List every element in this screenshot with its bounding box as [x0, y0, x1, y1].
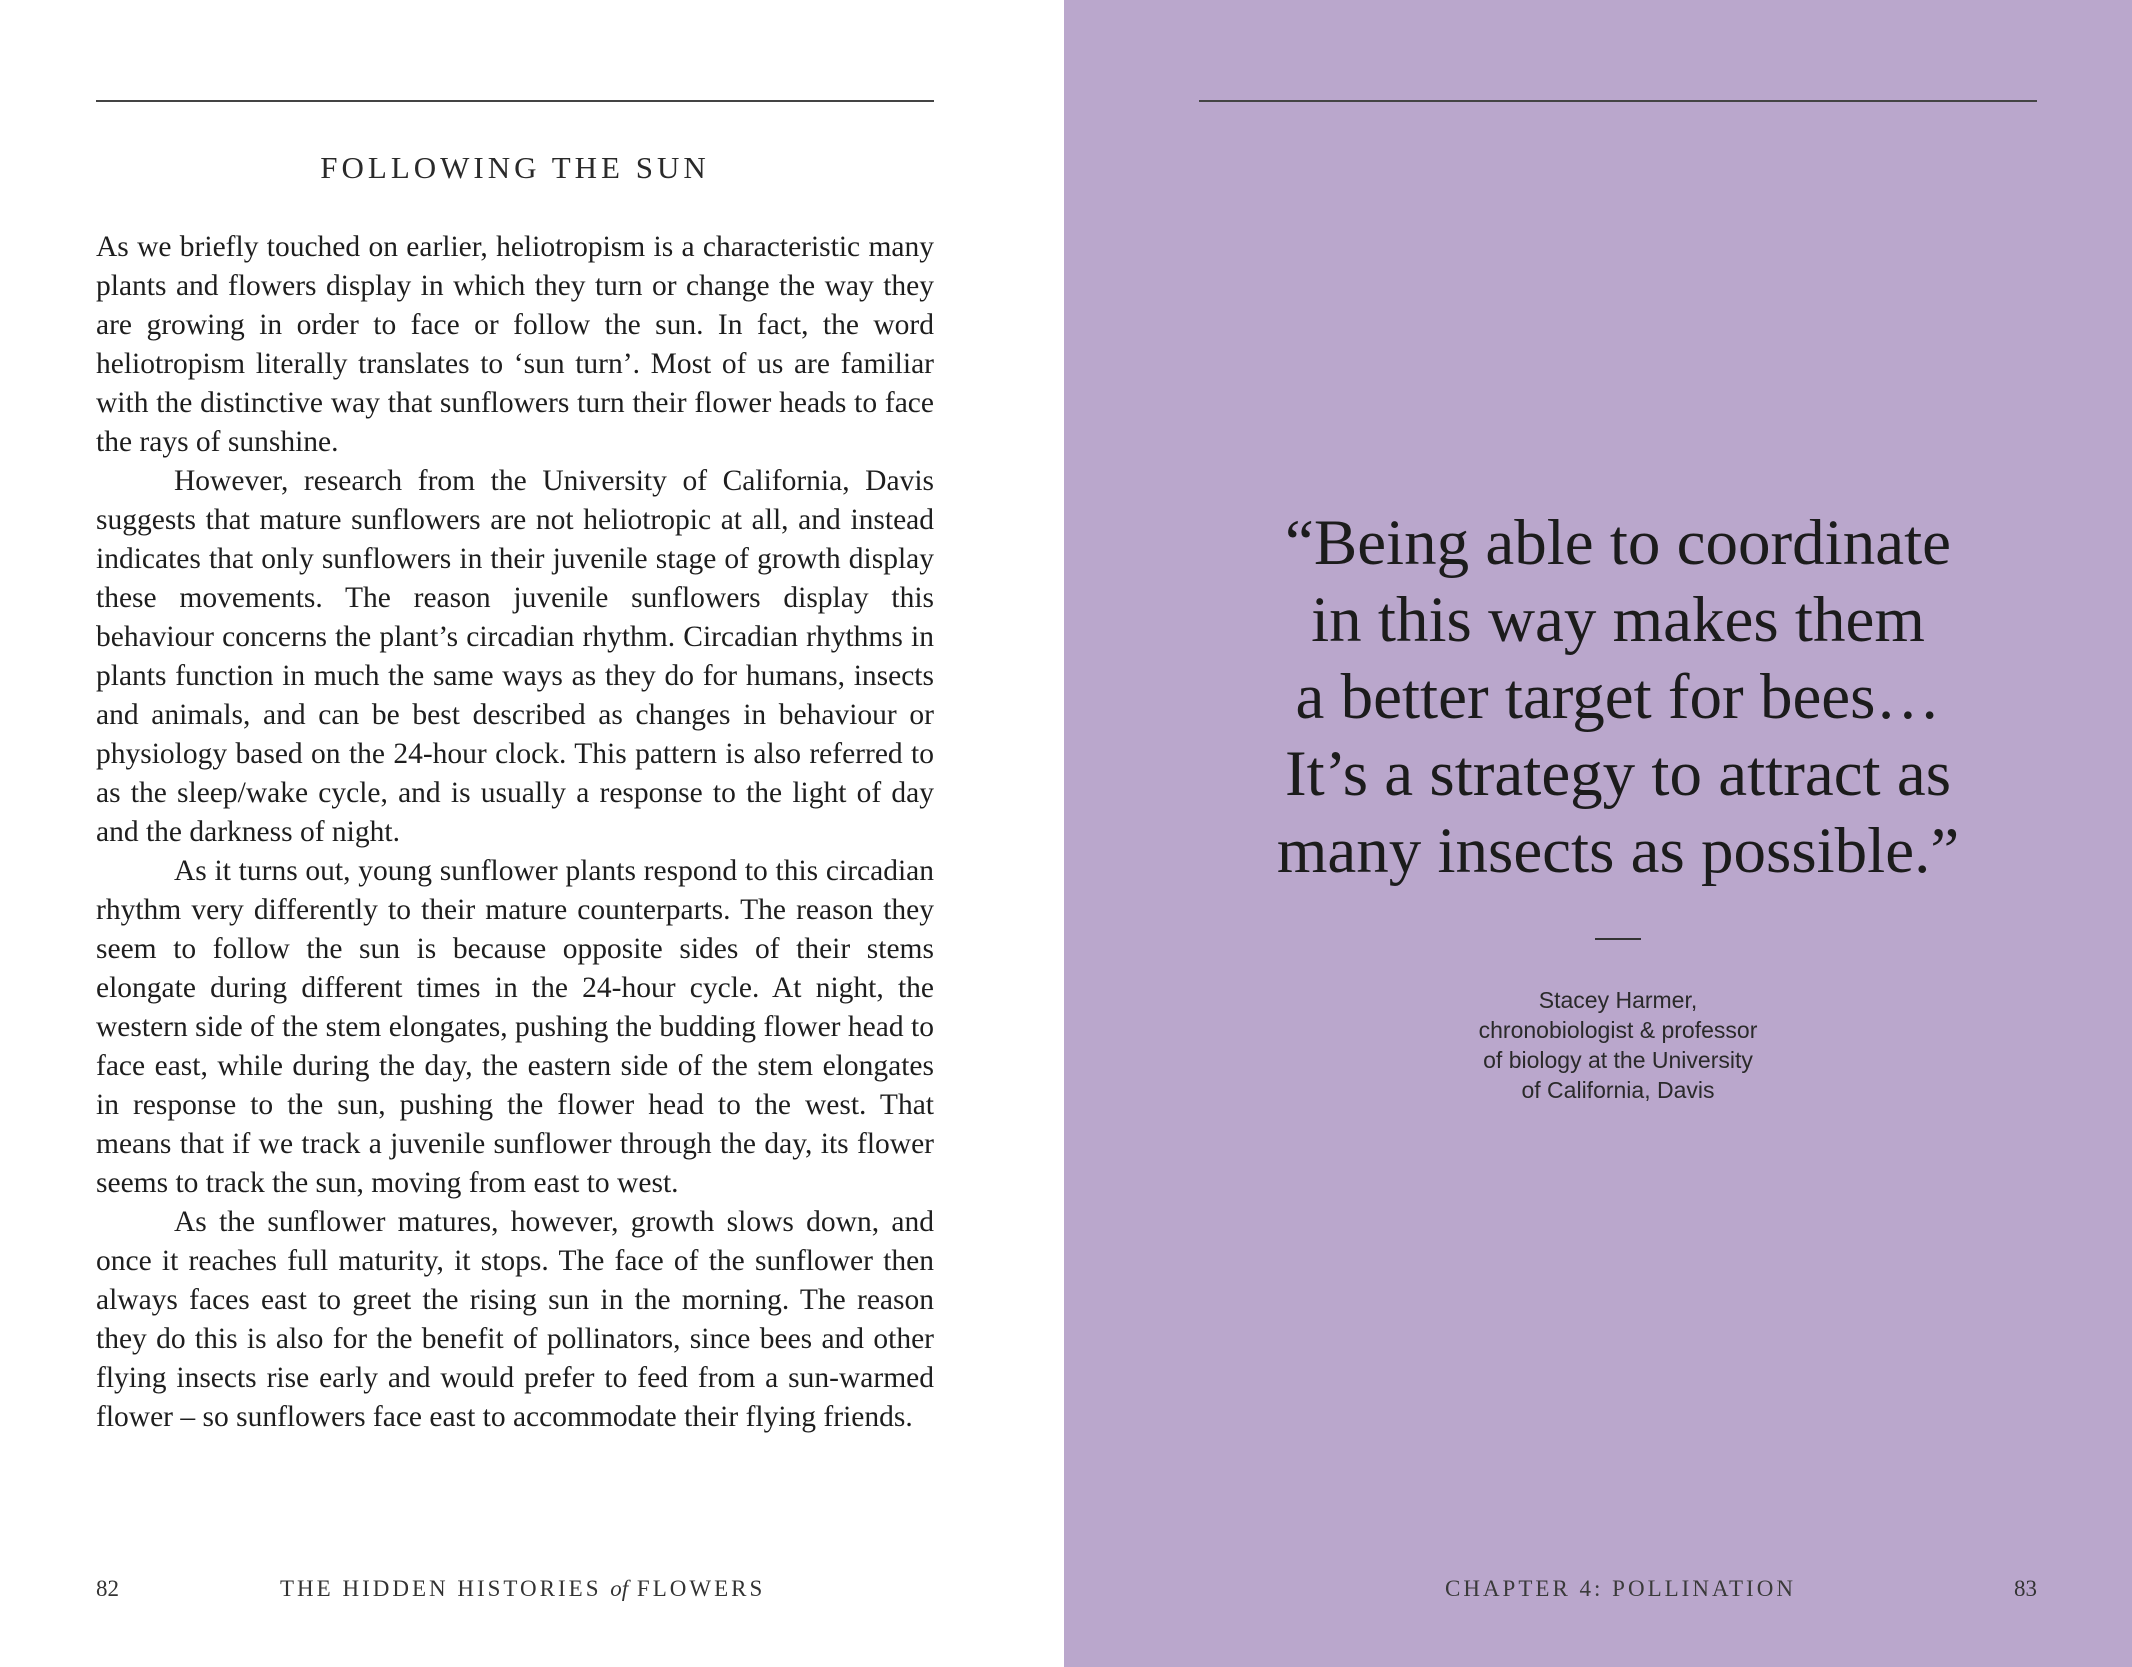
paragraph: As the sunflower matures, however, growth slows down, and once it reaches full maturity, it stops. The face of the sunflower then always faces east to greet the rising sun in the morning. The reason they do this is also for the benefit of pollinators, since bees and other flying insects rise early and would prefer to feed from a sun-warmed flower – so sunflowers face east to accommodate their flying friends.	[96, 1206, 934, 1433]
running-title	[280, 1576, 765, 1602]
paragraph: As it turns out, young sunflower plants respond to this circadian rhythm very differently to their mature counterparts. The reason they seem to follow the sun is because opposite sides of their stems elongate during different times in the 24-hour cycle. At night, the western side of the stem elongates, pushing the budding flower head to face east, while during the day, the eastern side of the stem elongates in response to the sun, pushing the flower head to the west. That means that if we track a juvenile sunflower through the day, its flower seems to track the sun, moving from east to west.	[96, 855, 934, 1199]
attribution-line: of biology at the University	[1483, 1047, 1753, 1073]
attribution-line: Stacey Harmer,	[1538, 987, 1698, 1013]
quote-line: “Being able to coordinate	[1285, 507, 1951, 579]
top-rule	[1199, 100, 2037, 102]
left-page	[0, 0, 1064, 1667]
running-title-of: of	[610, 1576, 629, 1601]
quote-line: many insects as possible.”	[1276, 815, 1960, 887]
body-text	[96, 228, 934, 1437]
quote-divider	[1595, 938, 1641, 940]
running-title-prefix: THE HIDDEN HISTORIES	[280, 1576, 602, 1601]
attribution-line: chronobiologist & professor	[1478, 1017, 1758, 1043]
pull-quote	[1154, 505, 2082, 890]
page-number: 82	[96, 1576, 119, 1601]
running-title-suffix: FLOWERS	[636, 1576, 766, 1601]
section-title: FOLLOWING THE SUN	[320, 150, 710, 185]
quote-line: It’s a strategy to attract as	[1285, 738, 1951, 810]
quote-attribution	[1368, 985, 1868, 1105]
quote-line: in this way makes them	[1311, 584, 1925, 656]
running-title: CHAPTER 4: POLLINATION	[1445, 1576, 1796, 1601]
attribution-line: of California, Davis	[1521, 1077, 1715, 1103]
page-number: 83	[2014, 1576, 2037, 1601]
paragraph: As we briefly touched on earlier, heliotropism is a characteristic many plants and flowers display in which they turn or change the way they are growing in order to face or follow the sun. In fact, the word heliotropism literally translates to ‘sun turn’. Most of us are familiar with the distinctive way that sunflowers turn their flower heads to face the rays of sunshine.	[96, 231, 934, 458]
quote-line: a better target for bees…	[1295, 661, 1941, 733]
paragraph: However, research from the University of California, Davis suggests that mature sunflowers are not heliotropic at all, and instead indicates that only sunflowers in their juvenile stage of growth display these movements. The reason juvenile sunflowers display this behaviour concerns the plant’s circadian rhythm. Circadian rhythms in plants function in much the same ways as they do for humans, insects and animals, and can be best described as changes in behaviour or physiology based on the 24-hour clock. This pattern is also referred to as the sleep/wake cycle, and is usually a response to the light of day and the darkness of night.	[96, 465, 934, 848]
right-page	[1064, 0, 2132, 1667]
top-rule	[96, 100, 934, 102]
